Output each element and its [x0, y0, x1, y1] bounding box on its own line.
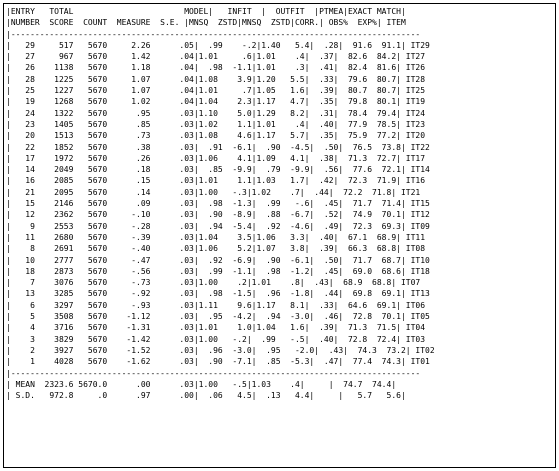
table-row: | 14 2049 5670 .18 .03| .85 -9.9| .79 -9.9| .56| 77.6 72.1| IT14 — [6, 165, 430, 175]
table-row: | 1 4028 5670 -1.62 .03| .90 -7.1| .85 -5.3| .47| 77.4 74.3| IT01 — [6, 357, 430, 367]
table-row: | 10 2777 5670 -.47 .03| .92 -6.9| .90 -6.1| .50| 71.7 68.7| IT10 — [6, 255, 430, 265]
table-row: | 4 3716 5670 -1.31 .03|1.01 1.0|1.04 1.6| .39| 71.3 71.5| IT04 — [6, 323, 426, 333]
table-row: | 17 1972 5670 .26 .03|1.06 4.1|1.09 4.1| .38| 71.3 72.7| IT17 — [6, 153, 426, 163]
table-row: | 9 2553 5670 -.28 .03| .94 -5.4| .92 -4.6| .49| 72.3 69.3| IT09 — [6, 221, 430, 231]
header-line-1: |ENTRY TOTAL MODEL| INFIT | OUTFIT |PTMEA|EXACT MATCH| — [6, 7, 406, 16]
table-row: | 20 1513 5670 .73 .03|1.08 4.6|1.17 5.7| .35| 75.9 77.2| IT20 — [6, 131, 426, 141]
item-rows — [4, 40, 555, 368]
table-row: | 2 3927 5670 -1.52 .03| .96 -3.0| .95 -2.0| .43| 74.3 73.2| IT02 — [6, 345, 435, 355]
item-statistics-report — [3, 3, 556, 468]
table-row: | 8 2691 5670 -.40 .03|1.06 5.2|1.07 3.8| .39| 66.3 68.8| IT08 — [6, 244, 426, 254]
summary-rule: |------------------------------------------------------------------------------------- — [6, 368, 421, 378]
table-row: | 13 3285 5670 -.92 .03| .98 -1.5| .96 -1.8| .44| 69.8 69.1| IT13 — [6, 289, 430, 299]
table-row: | 19 1268 5670 1.02 .04|1.04 2.3|1.17 4.7| .35| 79.8 80.1| IT19 — [6, 97, 426, 107]
table-row: | 15 2146 5670 .09 .03| .98 -1.3| .99 -.6| .45| 71.7 71.4| IT15 — [6, 199, 430, 209]
summary-block — [4, 368, 555, 402]
table-row: | 27 967 5670 1.42 .04|1.01 .6|1.01 .4| .37| 82.6 84.2| IT27 — [6, 52, 426, 62]
table-row: | 6 3297 5670 -.93 .03|1.11 9.6|1.17 8.1| .33| 64.6 69.1| IT06 — [6, 300, 426, 310]
table-row: | 7 3076 5670 -.73 .03|1.00 .2|1.01 .8| .43| 68.9 68.8| IT07 — [6, 278, 421, 288]
table-row: | 18 2873 5670 -.56 .03| .99 -1.1| .98 -1.2| .45| 69.0 68.6| IT18 — [6, 266, 430, 276]
table-header — [4, 4, 555, 40]
table-row: | 21 2095 5670 .14 .03|1.00 -.3|1.02 .7| .44| 72.2 71.8| IT21 — [6, 187, 421, 197]
table-row: | 11 2680 5670 -.39 .03|1.04 3.5|1.06 3.3| .40| 67.1 68.9| IT11 — [6, 232, 426, 242]
table-row: | 12 2362 5670 -.10 .03| .90 -8.9| .88 -6.7| .52| 74.9 70.1| IT12 — [6, 210, 430, 220]
table-row: | 5 3508 5670 -1.12 .03| .95 -4.2| .94 -3.0| .46| 72.8 70.1| IT05 — [6, 312, 430, 322]
header-rule: |------------------------------------------------------------------------------------- — [6, 29, 421, 39]
table-row: | 22 1852 5670 .38 .03| .91 -6.1| .90 -4.5| .50| 76.5 73.8| IT22 — [6, 142, 430, 152]
summary-sd-row: | S.D. 972.8 .0 .97 .00| .06 4.5| .13 4.4| | 5.7 5.6| — [6, 391, 406, 401]
table-row: | 29 517 5670 2.26 .05| .99 -.2|1.40 5.4| .28| 91.6 91.1| IT29 — [6, 40, 430, 50]
table-row: | 16 2085 5670 .15 .03|1.01 1.1|1.03 1.7| .42| 72.3 71.9| IT16 — [6, 176, 426, 186]
summary-mean-row: | MEAN 2323.6 5670.0 .00 .03|1.00 -.5|1.03 .4| | 74.7 74.4| — [6, 379, 397, 389]
table-row: | 28 1225 5670 1.07 .04|1.08 3.9|1.20 5.5| .33| 79.6 80.7| IT28 — [6, 74, 426, 84]
table-row: | 25 1227 5670 1.07 .04|1.01 .7|1.05 1.6| .39| 80.7 80.7| IT25 — [6, 86, 426, 96]
header-line-2: |NUMBER SCORE COUNT MEASURE S.E. |MNSQ ZSTD|MNSQ ZSTD|CORR.| OBS% EXP%| ITEM — [6, 18, 406, 28]
table-row: | 23 1405 5670 .85 .03|1.02 1.1|1.01 .4| .40| 77.9 78.5| IT23 — [6, 119, 426, 129]
table-row: | 24 1322 5670 .95 .03|1.10 5.0|1.29 8.2| .31| 78.4 79.4| IT24 — [6, 108, 426, 118]
table-row: | 26 1138 5670 1.18 .04| .98 -1.1|1.01 .3| .41| 82.4 81.6| IT26 — [6, 63, 426, 73]
table-row: | 3 3829 5670 -1.42 .03|1.00 -.2| .99 -.5| .40| 72.8 72.4| IT03 — [6, 334, 426, 344]
